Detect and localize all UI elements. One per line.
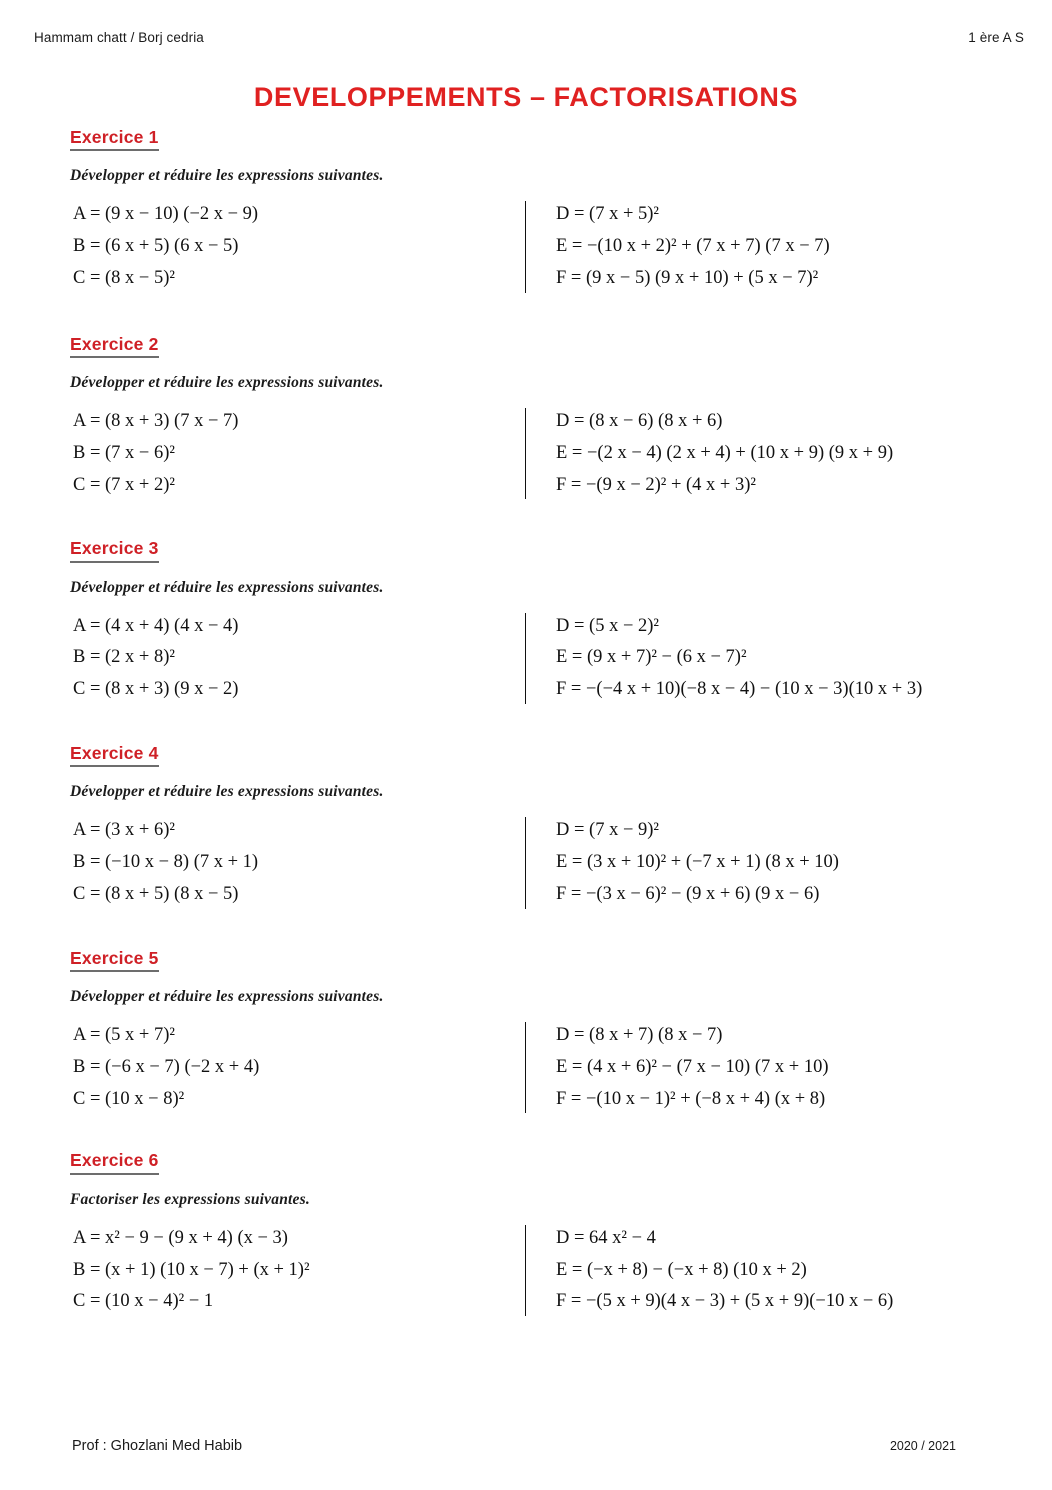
expression-item: E = (3 x + 10)² + (−7 x + 1) (8 x + 10) [556, 852, 839, 873]
exercise-instruction-3: Développer et réduire les expressions suivantes. [70, 578, 384, 596]
expression-item: A = (4 x + 4) (4 x − 4) [73, 615, 239, 636]
expression-item: C = (8 x + 3) (9 x − 2) [73, 679, 239, 700]
expression-item: C = (8 x − 5)² [73, 267, 175, 288]
exercise-body-1 [70, 199, 1005, 294]
expression-column-right-1 [526, 199, 1005, 294]
expression-item: D = (8 x + 7) (8 x − 7) [556, 1025, 723, 1045]
expression-item: D = (7 x − 9)² [556, 820, 659, 841]
expression-item: D = (5 x − 2)² [556, 615, 659, 636]
document-footer [72, 1438, 956, 1454]
expression-column-right-5 [526, 1020, 1005, 1115]
expression-item: B = (−6 x − 7) (−2 x + 4) [73, 1056, 260, 1077]
exercise-instruction-6: Factoriser les expressions suivantes. [70, 1190, 310, 1208]
expression-column-right-6 [526, 1223, 1005, 1318]
exercise-block-1 [70, 128, 1005, 295]
expression-item: E = (−x + 8) − (−x + 8) (10 x + 2) [556, 1259, 807, 1280]
expression-item: B = (7 x − 6)² [73, 442, 175, 463]
exercise-body-5 [70, 1020, 1005, 1115]
exercise-body-4 [70, 815, 1005, 910]
exercise-heading-6: Exercice 6 [70, 1151, 159, 1174]
exercise-heading-3: Exercice 3 [70, 539, 159, 562]
exercise-body-3 [70, 611, 1005, 706]
expression-column-left-6 [70, 1223, 525, 1318]
expression-item: F = (9 x − 5) (9 x + 10) + (5 x − 7)² [556, 267, 819, 288]
exercise-instruction-1: Développer et réduire les expressions suivantes. [70, 167, 384, 185]
expression-item: F = −(10 x − 1)² + (−8 x + 4) (x + 8) [556, 1088, 826, 1109]
expression-column-left-2 [70, 406, 525, 501]
expression-item: D = (8 x − 6) (8 x + 6) [556, 410, 723, 431]
school-name: Hammam chatt / Borj cedria [34, 30, 204, 45]
expression-column-left-1 [70, 199, 525, 294]
expression-item: B = (2 x + 8)² [73, 647, 175, 668]
expression-item: F = −(3 x − 6)² − (9 x + 6) (9 x − 6) [556, 883, 820, 904]
expression-item: D = 64 x² − 4 [556, 1227, 656, 1248]
exercise-heading-4: Exercice 4 [70, 744, 159, 767]
exercise-block-3 [70, 539, 1005, 706]
class-level: 1 ère A S [968, 30, 1024, 45]
expression-item: B = (−10 x − 8) (7 x + 1) [73, 852, 259, 873]
expression-item: F = −(−4 x + 10)(−8 x − 4) − (10 x − 3)(10 x + 3) [556, 679, 923, 700]
expression-item: A = (5 x + 7)² [73, 1025, 175, 1045]
exercise-heading-2: Exercice 2 [70, 335, 159, 358]
expression-item: A = (3 x + 6)² [73, 820, 175, 841]
expression-item: A = x² − 9 − (9 x + 4) (x − 3) [73, 1227, 288, 1248]
exercise-instruction-5: Développer et réduire les expressions suivantes. [70, 988, 384, 1005]
expression-item: C = (10 x − 4)² − 1 [73, 1291, 214, 1312]
expression-item: F = −(5 x + 9)(4 x − 3) + (5 x + 9)(−10 x − 6) [556, 1291, 894, 1312]
professor-name: Prof : Ghozlani Med Habib [72, 1438, 243, 1454]
exercise-list [70, 128, 1005, 1318]
expression-column-right-2 [526, 406, 1005, 501]
exercise-heading-1: Exercice 1 [70, 128, 159, 151]
exercise-instruction-4: Développer et réduire les expressions suivantes. [70, 783, 384, 801]
document-header [34, 30, 1024, 45]
expression-item: E = −(2 x − 4) (2 x + 4) + (10 x + 9) (9 x + 9) [556, 442, 894, 463]
exercise-block-5 [70, 949, 1005, 1116]
expression-item: D = (7 x + 5)² [556, 204, 659, 225]
expression-column-right-3 [526, 611, 1005, 706]
expression-item: B = (6 x + 5) (6 x − 5) [73, 236, 239, 257]
expression-item: C = (10 x − 8)² [73, 1088, 185, 1109]
exercise-block-4 [70, 744, 1005, 911]
expression-item: A = (8 x + 3) (7 x − 7) [73, 410, 239, 431]
expression-column-left-3 [70, 611, 525, 706]
expression-item: C = (8 x + 5) (8 x − 5) [73, 883, 239, 904]
expression-column-left-5 [70, 1020, 525, 1115]
expression-column-left-4 [70, 815, 525, 910]
exercise-block-6 [70, 1151, 1005, 1318]
expression-item: E = (4 x + 6)² − (7 x − 10) (7 x + 10) [556, 1056, 829, 1077]
exercise-body-6 [70, 1223, 1005, 1318]
expression-item: A = (9 x − 10) (−2 x − 9) [73, 204, 259, 225]
expression-item: E = −(10 x + 2)² + (7 x + 7) (7 x − 7) [556, 236, 830, 257]
expression-item: B = (x + 1) (10 x − 7) + (x + 1)² [73, 1259, 310, 1280]
page-title: DEVELOPPEMENTS – FACTORISATIONS [253, 82, 799, 112]
expression-item: C = (7 x + 2)² [73, 474, 175, 495]
exercise-block-2 [70, 335, 1005, 502]
exercise-instruction-2: Développer et réduire les expressions suivantes. [70, 373, 384, 391]
school-year: 2020 / 2021 [889, 1439, 956, 1453]
expression-item: F = −(9 x − 2)² + (4 x + 3)² [556, 474, 756, 495]
expression-column-right-4 [526, 815, 1005, 910]
exercise-heading-5: Exercice 5 [70, 949, 159, 972]
exercise-body-2 [70, 406, 1005, 501]
expression-item: E = (9 x + 7)² − (6 x − 7)² [556, 647, 747, 668]
